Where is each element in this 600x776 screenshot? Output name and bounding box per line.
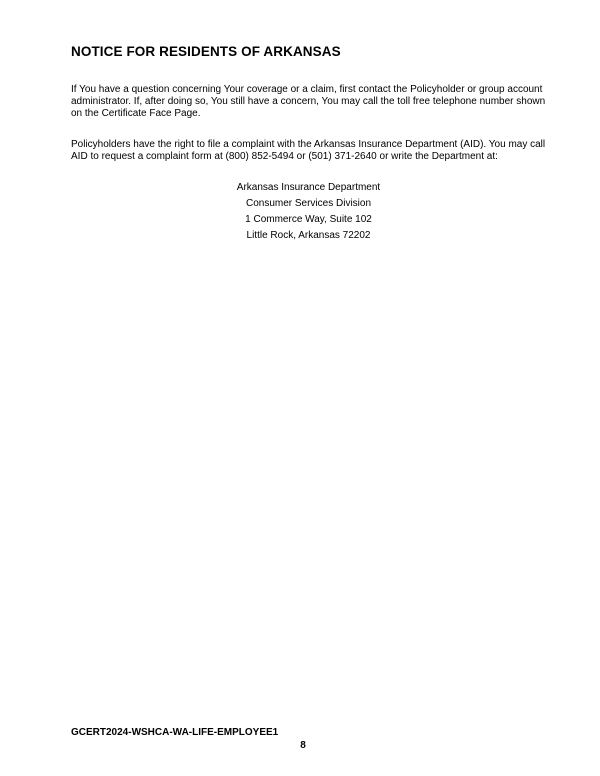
form-code: GCERT2024-WSHCA-WA-LIFE-EMPLOYEE1 [71,727,279,738]
address-line-street: 1 Commerce Way, Suite 102 [245,214,372,225]
address-line-department: Arkansas Insurance Department [236,182,381,193]
page-number: 8 [300,740,306,751]
department-address [0,180,600,244]
paragraph-complaint-rights: Policyholders have the right to file a complaint with the Arkansas Insurance Department (AID). You may call AID to request a complaint form at (800) 852-5494 or (501) 371-2640 or write the Department at: [71,139,546,163]
address-line-city: Little Rock, Arkansas 72202 [246,230,371,241]
notice-title: NOTICE FOR RESIDENTS OF ARKANSAS [71,44,341,59]
address-line-division: Consumer Services Division [245,198,372,209]
paragraph-contact-info: If You have a question concerning Your coverage or a claim, first contact the Policyholder or group account administrator. If, after doing so, You still have a concern, You may call the toll free telephone number shown on the Certificate Face Page. [71,84,546,120]
